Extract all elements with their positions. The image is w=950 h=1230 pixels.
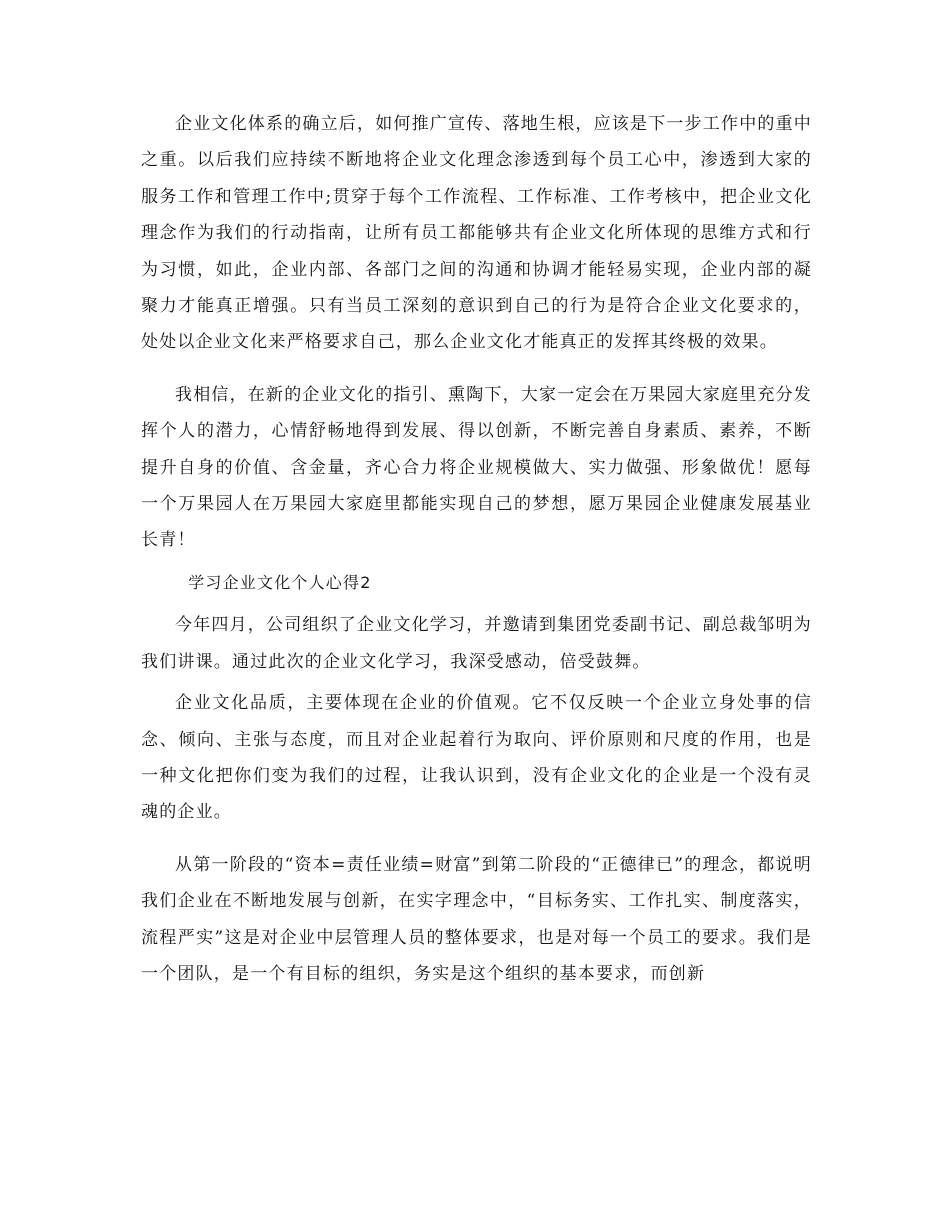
paragraph-stages: 从第一阶段的“资本=责任业绩=财富”到第二阶段的“正德律已”的理念，都说明我们企业在不断地发展与创新，在实字理念中，“目标务实、工作扎实、制度落实，流程严实”这是对企业中层管理人员的整体要求，也是对每一个员工的要求。我们是一个团队，是一个有目标的组织，务实是这个组织的基本要求，而创新: [141, 854, 812, 984]
section-heading: 学习企业文化个人心得2: [188, 572, 372, 592]
document-page: [141, 106, 812, 992]
paragraph-april-study: 今年四月，公司组织了企业文化学习，并邀请到集团党委副书记、副总裁邹明为我们讲课。通过此次的企业文化学习，我深受感动，倍受鼓舞。: [141, 615, 812, 672]
paragraph-culture-promotion: 企业文化体系的确立后，如何推广宣传、落地生根，应该是下一步工作中的重中之重。以后我们应持续不断地将企业文化理念渗透到每个员工心中，渗透到大家的服务工作和管理工作中;贯穿于每个工作流程、工作标准、工作考核中，把企业文化理念作为我们的行动指南，让所有员工都能够共有企业文化所体现的思维方式和行为习惯，如此，企业内部、各部门之间的沟通和协调才能轻易实现，企业内部的凝聚力才能真正增强。只有当员工深刻的意识到自己的行为是符合企业文化要求的，处处以企业文化来严格要求自己，那么企业文化才能真正的发挥其终极的效果。: [141, 114, 812, 353]
paragraph-culture-quality: 企业文化品质，主要体现在企业的价值观。它不仅反映一个企业立身处事的信念、倾向、主张与态度，而且对企业起着行为取向、评价原则和尺度的作用，也是一种文化把你们变为我们的过程，让我认识到，没有企业文化的企业是一个没有灵魂的企业。: [141, 693, 812, 823]
paragraph-belief: 我相信，在新的企业文化的指引、熏陶下，大家一定会在万果园大家庭里充分发挥个人的潜力，心情舒畅地得到发展、得以创新，不断完善自身素质、素养，不断提升自身的价值、含金量，齐心合力将企业规模做大、实力做强、形象做优！愿每一个万果园人在万果园大家庭里都能实现自己的梦想，愿万果园企业健康发展基业长青！: [141, 384, 812, 551]
